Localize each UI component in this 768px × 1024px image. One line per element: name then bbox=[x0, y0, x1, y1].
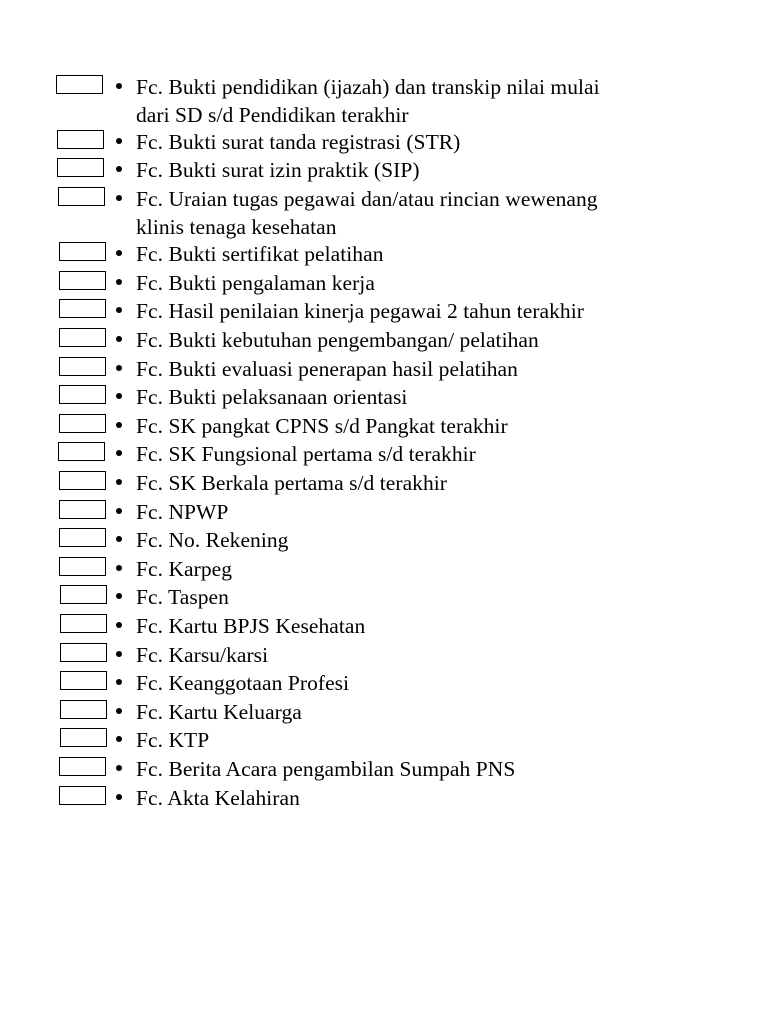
bullet-icon bbox=[116, 365, 122, 371]
bullet-icon bbox=[116, 651, 122, 657]
checklist-item-label: Fc. Bukti pelaksanaan orientasi bbox=[136, 385, 408, 409]
checklist-checkbox[interactable] bbox=[57, 130, 104, 149]
checklist-checkbox[interactable] bbox=[60, 728, 107, 747]
checklist-checkbox[interactable] bbox=[59, 471, 106, 490]
bullet-icon bbox=[116, 138, 122, 144]
checklist-item-label: Fc. SK Fungsional pertama s/d terakhir bbox=[136, 442, 476, 466]
checklist-item-label: Fc. Bukti evaluasi penerapan hasil pelatihan bbox=[136, 357, 518, 381]
checklist-item-label: Fc. Uraian tugas pegawai dan/atau rincian wewenang klinis tenaga kesehatan bbox=[136, 187, 598, 239]
checklist-item-label: Fc. Bukti kebutuhan pengembangan/ pelatihan bbox=[136, 328, 539, 352]
bullet-icon bbox=[116, 765, 122, 771]
bullet-icon bbox=[116, 195, 122, 201]
checklist-item-label: Fc. Karpeg bbox=[136, 557, 233, 581]
bullet-icon bbox=[116, 794, 122, 800]
checklist-checkbox[interactable] bbox=[59, 271, 106, 290]
bullet-icon bbox=[116, 83, 122, 89]
checklist-checkbox[interactable] bbox=[56, 75, 103, 94]
checklist-item-label: Fc. Bukti surat izin praktik (SIP) bbox=[136, 158, 420, 182]
checklist-item-label: Fc. Bukti surat tanda registrasi (STR) bbox=[136, 130, 461, 154]
checklist-checkbox[interactable] bbox=[60, 671, 107, 690]
bullet-icon bbox=[116, 679, 122, 685]
checklist-item-label: Fc. Bukti sertifikat pelatihan bbox=[136, 242, 384, 266]
checklist-checkbox[interactable] bbox=[59, 385, 106, 404]
checklist-checkbox[interactable] bbox=[59, 357, 106, 376]
checklist-item-label: Fc. Berita Acara pengambilan Sumpah PNS bbox=[136, 757, 516, 781]
checklist-checkbox[interactable] bbox=[60, 585, 107, 604]
checklist-checkbox[interactable] bbox=[59, 500, 106, 519]
bullet-icon bbox=[116, 536, 122, 542]
bullet-icon bbox=[116, 422, 122, 428]
bullet-icon bbox=[116, 593, 122, 599]
checklist-item-label: Fc. Hasil penilaian kinerja pegawai 2 tahun terakhir bbox=[136, 299, 584, 323]
checklist-checkbox[interactable] bbox=[59, 299, 106, 318]
checklist-item-label: Fc. Kartu Keluarga bbox=[136, 700, 302, 724]
checklist-checkbox[interactable] bbox=[57, 158, 104, 177]
checklist-item-label: Fc. Karsu/karsi bbox=[136, 643, 269, 667]
checklist-checkbox[interactable] bbox=[60, 614, 107, 633]
bullet-icon bbox=[116, 393, 122, 399]
checklist-checkbox[interactable] bbox=[60, 700, 107, 719]
bullet-icon bbox=[116, 508, 122, 514]
bullet-icon bbox=[116, 708, 122, 714]
checklist-item-label: Fc. Bukti pengalaman kerja bbox=[136, 271, 375, 295]
checklist-item-label: Fc. SK pangkat CPNS s/d Pangkat terakhir bbox=[136, 414, 508, 438]
checklist-checkbox[interactable] bbox=[59, 757, 106, 776]
checklist-checkbox[interactable] bbox=[59, 414, 106, 433]
bullet-icon bbox=[116, 307, 122, 313]
checklist-checkbox[interactable] bbox=[60, 643, 107, 662]
checklist-item-label: Fc. SK Berkala pertama s/d terakhir bbox=[136, 471, 448, 495]
bullet-icon bbox=[116, 736, 122, 742]
checklist-checkbox[interactable] bbox=[59, 557, 106, 576]
bullet-icon bbox=[116, 279, 122, 285]
checklist-checkbox[interactable] bbox=[59, 528, 106, 547]
checklist-item-label: Fc. Kartu BPJS Kesehatan bbox=[136, 614, 366, 638]
bullet-icon bbox=[116, 166, 122, 172]
bullet-icon bbox=[116, 450, 122, 456]
checklist-checkbox[interactable] bbox=[58, 442, 105, 461]
bullet-icon bbox=[116, 336, 122, 342]
bullet-icon bbox=[116, 479, 122, 485]
checklist-item-label: Fc. No. Rekening bbox=[136, 528, 289, 552]
checklist-checkbox[interactable] bbox=[59, 328, 106, 347]
checklist-checkbox[interactable] bbox=[59, 786, 106, 805]
checklist-item-label: Fc. Keanggotaan Profesi bbox=[136, 671, 350, 695]
checklist-item-label: Fc. Bukti pendidikan (ijazah) dan transkip nilai mulai dari SD s/d Pendidikan terakhir bbox=[136, 75, 600, 127]
checklist-item-label: Fc. Akta Kelahiran bbox=[136, 786, 300, 810]
bullet-icon bbox=[116, 250, 122, 256]
checklist-item-label: Fc. NPWP bbox=[136, 500, 229, 524]
bullet-icon bbox=[116, 565, 122, 571]
checklist-checkbox[interactable] bbox=[58, 187, 105, 206]
checklist-item-label: Fc. Taspen bbox=[136, 585, 229, 609]
bullet-icon bbox=[116, 622, 122, 628]
checklist-item-label: Fc. KTP bbox=[136, 728, 210, 752]
checklist-checkbox[interactable] bbox=[59, 242, 106, 261]
